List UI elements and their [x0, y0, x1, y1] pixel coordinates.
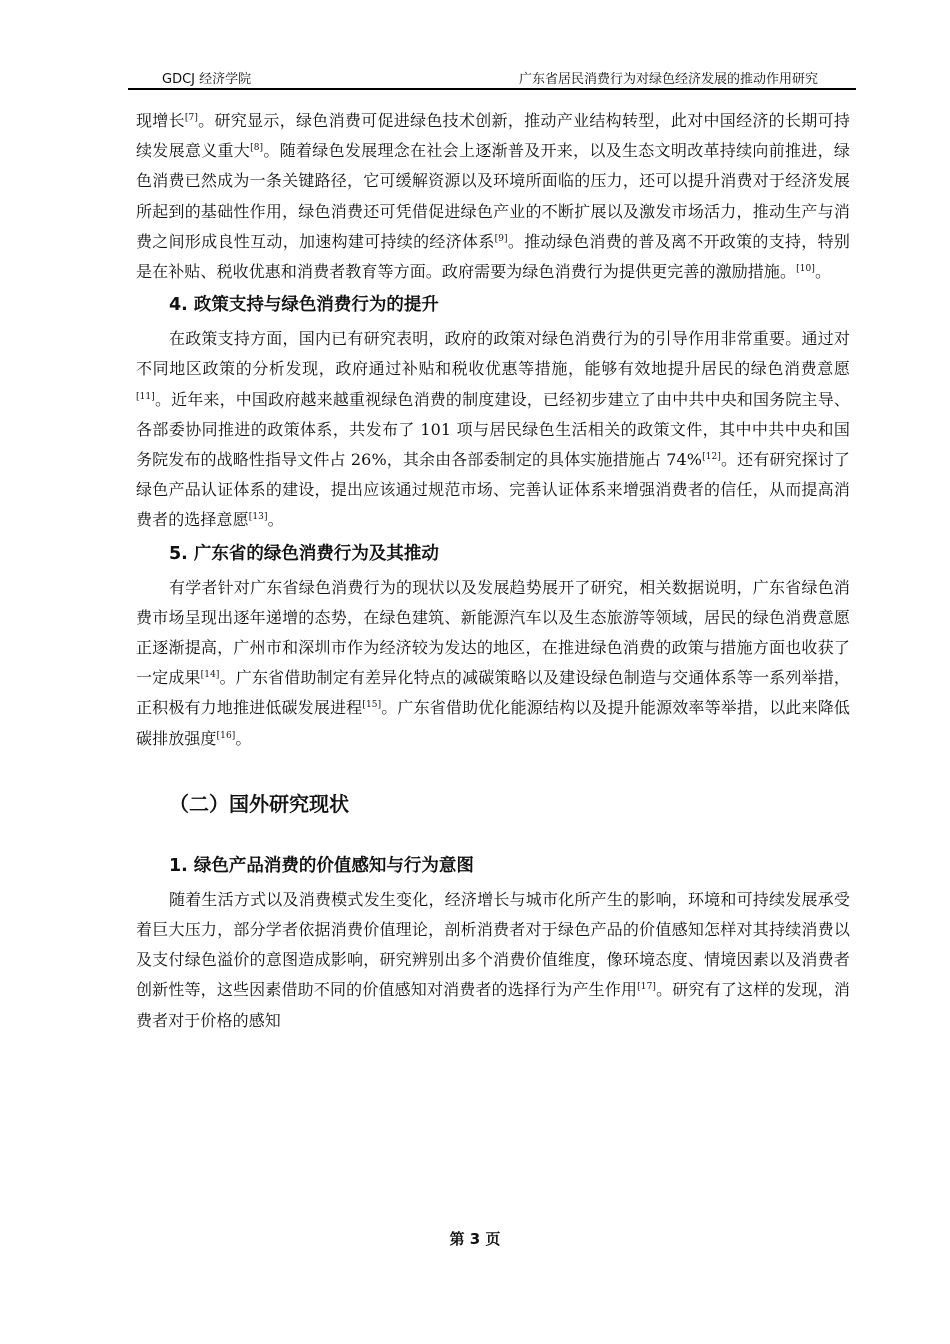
page-number: 第 3 页 — [449, 1230, 501, 1248]
page-header — [128, 66, 856, 90]
citation-ref: [10] — [796, 264, 815, 275]
paragraph-2: 在政策支持方面，国内已有研究表明，政府的政策对绿色消费行为的引导作用非常重要。通过对不同地区政策的分析发现，政府通过补贴和税收优惠等措施，能够有效地提升居民的绿色消费意愿[11]。近年来，中国政府越来越重视绿色消费的制度建设，已经初步建立了由中共中央和国务院主导、各部委协同推进的政策体系，共发布了 101 项与居民绿色生活相关的政策文件，其中中共中央和国务院发布的战略性指导文件占 26%，其余由各部委制定的具体实施措施占 74%[12]。还有研究探讨了绿色产品认证体系的建设，提出应该通过规范市场、完善认证体系来增强消费者的信任，从而提高消费者的选择意愿[13]。 — [136, 329, 850, 530]
citation-ref: [11] — [136, 391, 155, 402]
paragraph-1: 现增长[7]。研究显示，绿色消费可促进绿色技术创新，推动产业结构转型，此对中国经济的长期可持续发展意义重大[8]。随着绿色发展理念在社会上逐渐普及开来，以及生态文明改革持续向前推进，绿色消费已然成为一条关键路径，它可缓解资源以及环境所面临的压力，还可以提升消费对于经济发展所起到的基础性作用，绿色消费还可凭借促进绿色产业的不断扩展以及激发市场活力，推动生产与消费之间形成良性互动，加速构建可持续的经济体系[9]。推动绿色消费的普及离不开政策的支持，特别是在补贴、税收优惠和消费者教育等方面。政府需要为绿色消费行为提供更完善的激励措施。[10]。 — [136, 111, 851, 282]
citation-ref: [8] — [250, 143, 264, 154]
paragraph-3: 有学者针对广东省绿色消费行为的现状以及发展趋势展开了研究，相关数据说明，广东省绿色消费市场呈现出逐年递增的态势，在绿色建筑、新能源汽车以及生态旅游等领域，居民的绿色消费意愿正逐渐提高，广州市和深圳市作为经济较为发达的地区，在推进绿色消费的政策与措施方面也收获了一定成果[14]。广东省借助制定有差异化特点的减碳策略以及建设绿色制造与交通体系等一系列举措，正积极有力地推进低碳发展进程[15]。广东省借助优化能源结构以及提升能源效率等举措，以此来降低碳排放强度[16]。 — [136, 577, 851, 748]
subsection-heading-5: 5. 广东省的绿色消费行为及其推动 — [169, 543, 439, 564]
page-content — [136, 106, 850, 1036]
citation-ref: [7] — [184, 113, 198, 123]
citation-ref: [15] — [362, 700, 382, 711]
citation-ref: [13] — [248, 512, 268, 523]
section-heading-foreign-research: （二）国外研究现状 — [169, 791, 349, 816]
subsection-heading-1: 1. 绿色产品消费的价值感知与行为意图 — [169, 855, 474, 876]
header-school: GDCJ 经济学院 — [162, 72, 252, 87]
citation-ref: [17] — [637, 982, 657, 993]
citation-ref: [9] — [494, 233, 508, 244]
citation-ref: [16] — [216, 730, 236, 741]
header-title: 广东省居民消费行为对绿色经济发展的推动作用研究 — [518, 72, 818, 87]
citation-ref: [14] — [200, 670, 220, 681]
paragraph-4: 随着生活方式以及消费模式发生变化，经济增长与城市化所产生的影响，环境和可持续发展承受着巨大压力，部分学者依据消费价值理论，剖析消费者对于绿色产品的价值感知怎样对其持续消费以及支付绿色溢价的意图造成影响，研究辨别出多个消费价值维度，像环境态度、情境因素以及消费者创新性等，这些因素借助不同的价值感知对消费者的选择行为产生作用[17]。研究有了这样的发现，消费者对于价格的感知 — [136, 889, 851, 1030]
citation-ref: [12] — [702, 452, 721, 463]
subsection-heading-4: 4. 政策支持与绿色消费行为的提升 — [169, 295, 439, 316]
